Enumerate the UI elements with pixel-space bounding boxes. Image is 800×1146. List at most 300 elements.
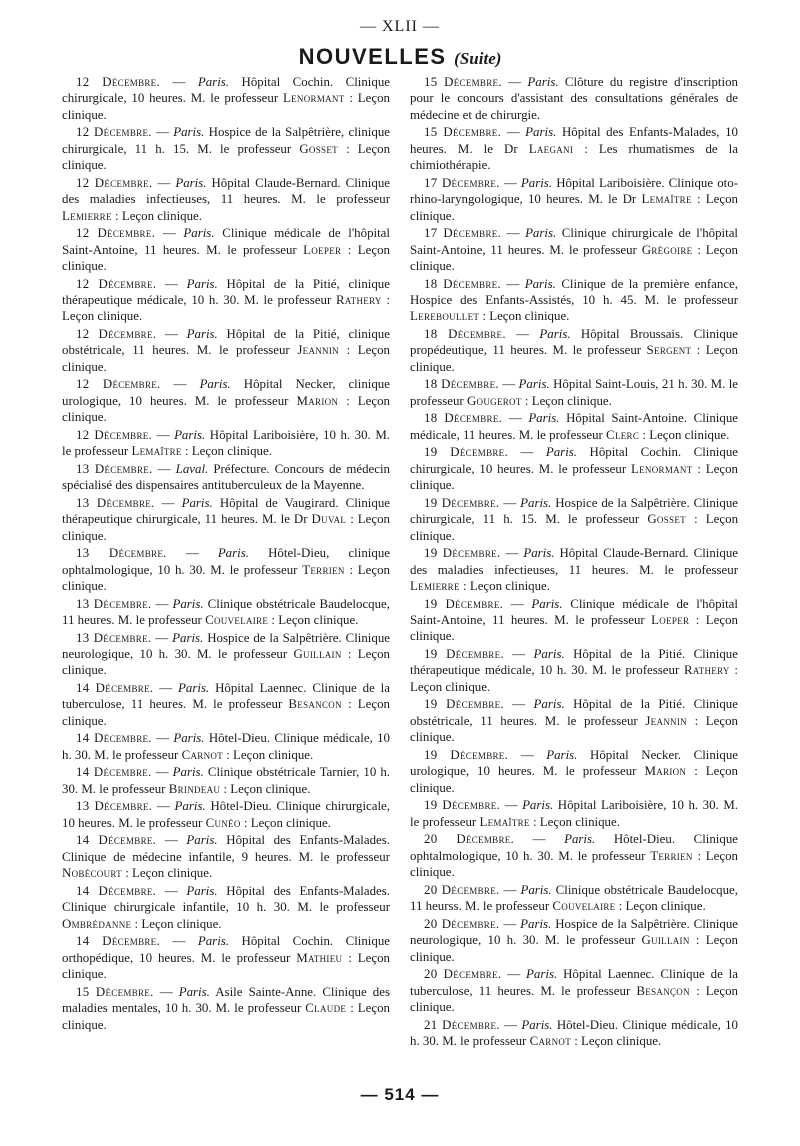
news-columns <box>62 74 738 1051</box>
entry-text: Hôpital Saint-Antoine. Clinique médicale, 11 heures. M. le professeur <box>410 411 738 442</box>
separator: — <box>154 495 182 510</box>
entry-professor: Gosset <box>647 512 686 527</box>
entry-date: 19 Décembre. <box>424 546 501 561</box>
entry-text: Hôtel-Dieu, clinique ophtalmologique, 10 h. 30. M. le professeur <box>62 546 390 577</box>
entry-text: Clinique de la première enfance, Hospice des Enfants-Assistés, 10 h. 45. M. le professeur <box>410 276 739 308</box>
entry-professor: Terrien <box>650 848 693 863</box>
entry-text: Hôpital des Enfants-Malades, 10 heures. M. le Dr <box>410 125 738 156</box>
news-entry <box>62 461 390 494</box>
entry-tail: : Leçon clinique. <box>524 393 612 408</box>
entry-text: Clinique obstétricale Baudelocque, 11 heurss. M. le professeur <box>410 882 739 914</box>
entry-professor: Lenormant <box>630 461 693 476</box>
entry-place: Paris. <box>521 1017 553 1032</box>
news-entry <box>410 74 738 123</box>
entry-place: Paris. <box>178 984 210 999</box>
entry-text: Hospice de la Salpêtrière. Clinique chirurgicale, 11 h. 15. M. le professeur <box>410 495 738 527</box>
entry-professor: Grégoire <box>641 242 693 257</box>
entry-text: Hôpital de la Pitié. Clinique obstétricale, 11 heures. M. le professeur <box>410 697 738 728</box>
separator: — <box>160 934 198 949</box>
entry-date: 15 Décembre. <box>424 125 502 140</box>
entry-professor: Terrien <box>302 562 345 577</box>
roman-page-marker: — XLII — <box>360 18 440 35</box>
section-heading <box>0 44 800 70</box>
news-entry <box>410 831 738 880</box>
entry-tail: : Leçon clinique. <box>184 444 272 459</box>
entry-tail: : Leçon clinique. <box>410 764 738 795</box>
section-suite: (Suite) <box>454 49 502 68</box>
entry-place: Paris. <box>526 967 558 982</box>
news-entry <box>410 696 738 745</box>
entry-place: Paris. <box>527 75 559 89</box>
entry-text: Asile Sainte-Anne. Clinique des maladies mentales, 10 h. 30. M. le professeur <box>62 984 390 1016</box>
left-column <box>62 74 390 1051</box>
news-entry <box>62 764 390 797</box>
entry-tail: : Leçon clinique. <box>62 697 390 728</box>
news-entry <box>410 175 738 224</box>
entry-date: 19 Décembre. <box>424 647 504 662</box>
news-entry <box>410 797 738 830</box>
entry-text: Hôpital des Enfants-Malades. Clinique de médecine infantile, 9 heures. M. le professeur <box>62 833 391 864</box>
news-entry <box>62 630 390 679</box>
separator: — <box>499 916 521 931</box>
separator <box>339 343 347 357</box>
entry-professor: Guillain <box>641 933 690 948</box>
entry-tail: : Leçon clinique. <box>410 192 738 223</box>
news-entry <box>62 798 390 831</box>
entry-date: 12 Décembre. <box>76 377 161 392</box>
news-entry <box>410 1017 738 1050</box>
entry-place: Paris. <box>520 495 552 510</box>
entry-date: 17 Décembre. <box>424 226 502 241</box>
separator <box>518 142 529 156</box>
news-entry <box>62 832 390 881</box>
separator: — <box>151 630 173 645</box>
entry-place: Paris. <box>172 630 204 645</box>
entry-date: 13 Décembre. <box>76 461 153 476</box>
separator <box>229 934 241 948</box>
separator <box>595 832 614 846</box>
entry-date: 12 Décembre. <box>76 125 152 140</box>
entry-date: 12 Décembre. <box>76 175 153 190</box>
entry-professor: Brindeau <box>168 781 221 796</box>
entry-tail: : Leçon clinique. <box>62 393 390 425</box>
entry-text: Hôpital Saint-Louis, 21 h. 30. M. le professeur <box>410 377 739 408</box>
entry-professor: Marion <box>644 764 687 779</box>
news-entry <box>410 276 738 325</box>
separator: — <box>499 175 521 190</box>
entry-place: Paris. <box>186 883 218 898</box>
entry-tail: : Leçon clinique. <box>410 848 738 880</box>
entry-tail: : Leçon clinique. <box>62 647 390 678</box>
entry-professor: Lemierre <box>62 208 112 223</box>
entry-professor: Cunéo <box>205 815 241 830</box>
entry-professor: Lemaître <box>641 192 692 207</box>
news-entry <box>410 747 738 796</box>
entry-date: 12 Décembre. <box>76 75 161 89</box>
separator: — <box>503 697 534 712</box>
entry-date: 15 Décembre. <box>76 984 154 999</box>
entry-place: Paris. <box>524 276 556 291</box>
entry-tail: : Leçon clinique. <box>463 579 550 594</box>
entry-professor: Rathery <box>683 663 730 678</box>
news-entry <box>410 376 738 409</box>
separator <box>218 327 227 341</box>
entry-place: Paris. <box>186 833 218 848</box>
separator: — <box>498 377 519 392</box>
entry-tail: : Leçon clinique. <box>62 512 390 543</box>
entry-text: Hôpital de la Pitié, clinique obstétricale, 11 heures. M. le professeur <box>62 327 390 358</box>
separator: — <box>151 596 173 611</box>
entry-date: 19 Décembre. <box>424 798 501 813</box>
separator <box>338 142 346 156</box>
entry-place: Paris. <box>183 226 215 241</box>
entry-place: Paris. <box>522 798 554 813</box>
separator: — <box>152 427 175 442</box>
entry-place: Paris. <box>172 765 204 780</box>
entry-place: Paris. <box>546 747 578 762</box>
separator: — <box>503 647 534 662</box>
entry-date: 13 Décembre. <box>76 630 152 645</box>
section-title: NOUVELLES <box>298 44 447 69</box>
page-number: — 514 — <box>360 1085 440 1104</box>
entry-tail: : Leçon clinique. <box>410 613 738 644</box>
entry-text: Hôpital Broussais. Clinique propédeutique, 11 heures. M. le professeur <box>410 327 738 358</box>
separator: — <box>508 445 546 460</box>
entry-place: Paris. <box>186 276 218 291</box>
entry-date: 13 Décembre. <box>76 596 152 611</box>
separator <box>565 697 573 711</box>
separator: — <box>499 495 521 510</box>
entry-date: 13 Décembre. <box>76 495 155 510</box>
entry-professor: Couvelaire <box>205 613 269 628</box>
entry-date: 15 Décembre. <box>424 75 502 89</box>
entry-text: Hôpital Claude-Bernard. Clinique des maladies infectieuses, 11 heures. M. le professeur <box>410 546 739 577</box>
entry-place: Paris. <box>186 327 218 342</box>
entry-professor: Lemaître <box>479 814 530 829</box>
entry-text: Hôpital Lariboisière, 10 h. 30. M. le professeur <box>410 798 739 829</box>
entry-text: Hôpital Necker. Clinique urologique, 10 heures. M. le professeur <box>410 747 739 779</box>
news-entry <box>410 596 738 645</box>
news-entry <box>62 427 390 460</box>
entry-professor: Sergent <box>646 343 692 358</box>
entry-place: Paris. <box>523 546 555 561</box>
separator: — <box>151 125 174 140</box>
separator: — <box>500 546 524 561</box>
news-entry <box>410 495 738 544</box>
separator <box>229 75 241 89</box>
entry-tail: : Leçon clinique. <box>410 663 738 694</box>
entry-date: 19 Décembre. <box>424 697 504 712</box>
entry-tail: : Leçon clinique. <box>62 343 390 374</box>
entry-text: Clinique obstétricale Tarnier, 10 h. 30. M. le professeur <box>62 765 391 796</box>
entry-tail: : Leçon clinique. <box>482 309 570 324</box>
entry-date: 19 Décembre. <box>424 445 509 460</box>
entry-place: Paris. <box>172 596 204 611</box>
news-entry <box>62 596 390 629</box>
entry-place: Paris. <box>564 832 596 847</box>
separator <box>218 833 227 847</box>
entry-date: 13 Décembre. <box>76 799 153 814</box>
entry-date: 12 Décembre. <box>76 226 156 241</box>
separator: — <box>500 798 523 813</box>
news-entry <box>410 326 738 375</box>
entry-date: 14 Décembre. <box>76 765 152 780</box>
separator <box>577 445 589 459</box>
entry-tail: : Leçon clinique. <box>410 343 738 374</box>
entry-text: Hôpital de Vaugirard. Clinique thérapeutique chirurgicale, 11 heures. M. le Dr <box>62 495 391 527</box>
entry-text: Hôpital de la Pitié. Clinique thérapeutique médicale, 10 h. 30. M. le professeur <box>410 647 738 678</box>
news-entry <box>62 376 390 425</box>
entry-tail: : Leçon clinique. <box>271 613 359 628</box>
news-entry <box>410 916 738 965</box>
entry-place: Paris. <box>518 377 550 392</box>
news-entry <box>62 276 390 325</box>
entry-date: 20 Décembre. <box>424 916 500 931</box>
entry-tail: : Leçon clinique. <box>223 781 311 796</box>
entry-date: 18 Décembre. <box>424 377 499 392</box>
separator: — <box>502 411 529 426</box>
entry-date: 12 Décembre. <box>76 327 157 342</box>
entry-date: 12 Décembre. <box>76 276 157 291</box>
entry-date: 17 Décembre. <box>424 175 500 190</box>
entry-tail: : Leçon clinique. <box>134 916 222 931</box>
news-entry <box>410 646 738 695</box>
separator <box>249 546 268 560</box>
entry-professor: Duval <box>311 512 347 527</box>
entry-place: Paris. <box>178 681 210 696</box>
separator <box>218 884 227 898</box>
entry-date: 19 Décembre. <box>424 747 509 762</box>
entry-text: Hôtel-Dieu. Clinique médicale, 10 h. 30. M. le professeur <box>62 731 391 762</box>
entry-place: Paris. <box>217 546 249 561</box>
entry-professor: Lemierre <box>410 579 460 594</box>
entry-tail: : Leçon clinique. <box>410 242 738 274</box>
entry-professor: Jeannin <box>297 343 339 358</box>
entry-professor: Clerc <box>606 427 640 442</box>
separator <box>573 142 584 156</box>
entry-professor: Lemaître <box>131 444 182 459</box>
entry-tail: : Leçon clinique. <box>62 562 390 594</box>
entry-text: Préfecture. Concours de médecin spécialisé des dispensaires antituberculeux de la Mayenne. <box>62 461 390 493</box>
separator <box>231 377 244 391</box>
entry-tail: : Leçon clinique. <box>574 1033 662 1048</box>
news-entry <box>62 883 390 932</box>
separator: — <box>156 276 187 291</box>
entry-date: 14 Décembre. <box>76 934 161 949</box>
entry-text: Clinique médicale de l'hôpital Saint-Antoine, 11 heures. M. le professeur <box>62 226 390 257</box>
separator: — <box>152 799 175 814</box>
entry-place: Paris. <box>197 75 230 89</box>
entry-text: Hôpital Laennec. Clinique de la tuberculose, 11 heures. M. le professeur <box>62 681 390 712</box>
entry-tail: : Leçon clinique. <box>243 815 331 830</box>
entry-professor: Loeper <box>651 613 690 628</box>
separator: — <box>152 461 176 476</box>
entry-place: Paris. <box>520 916 552 931</box>
entry-tail: : Leçon clinique. <box>62 1001 390 1032</box>
news-entry <box>62 326 390 375</box>
entry-date: 14 Décembre. <box>76 883 157 898</box>
entry-professor: Laegani <box>528 141 574 156</box>
separator <box>571 327 581 341</box>
entry-place: Paris. <box>545 445 578 460</box>
right-column <box>410 74 738 1051</box>
separator: — <box>156 833 187 848</box>
entry-date: 14 Décembre. <box>76 731 152 746</box>
entry-professor: Gougerot <box>466 393 522 408</box>
separator <box>577 748 590 762</box>
entry-professor: Besancon <box>288 697 342 712</box>
entry-date: 18 Décembre. <box>424 327 506 342</box>
separator <box>565 647 573 661</box>
separator: — <box>501 226 526 241</box>
news-entry <box>410 545 738 594</box>
separator: — <box>503 596 532 611</box>
entry-professor: Loeper <box>303 242 342 257</box>
separator: — <box>155 226 184 241</box>
entry-date: 12 Décembre. <box>76 427 153 442</box>
entry-date: 20 Décembre. <box>424 967 502 982</box>
separator <box>687 714 695 728</box>
entry-professor: Carnot <box>529 1033 571 1048</box>
entry-place: Paris. <box>528 411 560 426</box>
entry-place: Paris. <box>174 799 206 814</box>
entry-tail: : Leçon clinique. <box>410 713 738 745</box>
entry-text: Hospice de la Salpêtrière, clinique chirurgicale, 11 h. 15. M. le professeur <box>62 125 390 156</box>
entry-tail: : Leçon clinique. <box>618 899 706 914</box>
entry-date: 20 Décembre. <box>424 882 500 897</box>
separator: — <box>500 276 525 291</box>
entry-place: Paris. <box>181 495 213 510</box>
entry-text: Hôpital Cochin. Clinique chirurgicale, 10 heures. M. le professeur <box>62 75 390 106</box>
entry-place: Paris. <box>173 731 205 746</box>
entry-date: 14 Décembre. <box>76 681 154 696</box>
news-entry <box>62 225 390 274</box>
entry-text: Clôture du registre d'inscription pour le concours d'assistant des consultations générales de médecine et de chirurgie. <box>410 75 738 122</box>
entry-tail: : Leçon clinique. <box>115 208 202 223</box>
entry-text: Hôpital Lariboisière, 10 h. 30. M. le professeur <box>62 427 391 459</box>
entry-text: Hôpital Claude-Bernard. Clinique des maladies infectieuses, 11 heures. M. le professeur <box>62 175 391 207</box>
entry-tail: : Leçon clinique. <box>125 866 213 881</box>
entry-date: 19 Décembre. <box>424 596 504 611</box>
entry-place: Paris. <box>520 882 552 897</box>
entry-place: Paris. <box>197 934 230 949</box>
separator: — <box>166 546 218 561</box>
news-entry <box>410 444 738 493</box>
entry-professor: Lenormant <box>282 91 345 106</box>
entry-text: Hôpital Necker, clinique urologique, 10 heures. M. le professeur <box>62 377 390 408</box>
separator: — <box>151 731 174 746</box>
news-entry <box>410 225 738 274</box>
entry-text: Hôpital Lariboisière. Clinique oto-rhino-laryngologique, 10 heures. M. le Dr <box>410 175 739 207</box>
separator: — <box>156 327 187 342</box>
entry-place: Paris. <box>531 596 563 611</box>
separator: — <box>156 883 187 898</box>
news-entry <box>410 410 738 443</box>
entry-date: 18 Décembre. <box>424 276 501 291</box>
entry-date: 19 Décembre. <box>424 495 500 510</box>
separator: — <box>160 377 200 392</box>
news-entry <box>62 680 390 729</box>
separator: — <box>508 747 547 762</box>
entry-professor: Gosset <box>299 141 338 156</box>
entry-place: Paris. <box>533 697 565 712</box>
separator: — <box>505 327 540 342</box>
entry-place: Paris. <box>525 226 557 241</box>
entry-date: 20 Décembre. <box>424 832 515 847</box>
entry-place: Paris. <box>173 125 205 140</box>
separator: — <box>501 967 527 982</box>
news-entry <box>62 124 390 173</box>
entry-tail: : Leçon clinique. <box>642 427 730 442</box>
separator: — <box>160 75 198 89</box>
entry-place: Paris. <box>175 175 207 190</box>
news-entry <box>62 495 390 544</box>
separator: — <box>153 681 179 696</box>
entry-text: Hôpital Cochin. Clinique orthopédique, 10 heures. M. le professeur <box>62 934 390 965</box>
news-entry <box>62 74 390 123</box>
entry-professor: Guillain <box>293 647 342 662</box>
separator: — <box>153 984 179 999</box>
separator: — <box>499 1017 522 1032</box>
entry-professor: Nobécourt <box>62 866 122 881</box>
entry-text: Hôpital de la Pitié, clinique thérapeutique médicale, 10 h. 30. M. le professeur <box>62 276 390 308</box>
entry-professor: Rathery <box>335 293 382 308</box>
entry-tail: : Leçon clinique. <box>532 814 620 829</box>
entry-text: Clinique obstétricale Baudelocque, 11 heures. M. le professeur <box>62 596 391 628</box>
separator: — <box>499 882 521 897</box>
news-entry <box>62 175 390 224</box>
entry-professor: Mathieu <box>296 950 343 965</box>
entry-professor: Claude <box>305 1001 347 1016</box>
entry-place: Paris. <box>525 125 557 140</box>
entry-tail: : Les rhumatismes de la chimiothérapie. <box>410 141 738 173</box>
entry-professor: Carnot <box>181 747 223 762</box>
entry-text: Hôtel-Dieu. Clinique ophtalmologique, 10 h. 30. M. le professeur <box>410 832 738 863</box>
entry-professor: Lereboullet <box>410 309 480 324</box>
separator: — <box>152 175 176 190</box>
separator: — <box>151 765 173 780</box>
entry-text: Hôpital des Enfants-Malades. Clinique chirurgicale infantile, 10 h. 30. M. le professeur <box>62 883 391 915</box>
entry-text: Hospice de la Salpêtrière. Clinique neurologique, 10 h. 30. M. le professeur <box>62 630 390 662</box>
entry-date: 13 Décembre. <box>76 546 167 561</box>
separator: — <box>501 125 526 140</box>
separator <box>218 277 227 291</box>
entry-tail: : Leçon clinique. <box>410 983 738 1014</box>
separator <box>686 512 694 526</box>
entry-place: Laval. <box>175 461 209 476</box>
entry-text: Hôpital Laennec. Clinique de la tuberculose, 11 heures. M. le professeur <box>410 967 738 998</box>
entry-tail: : Leçon clinique. <box>226 747 314 762</box>
entry-tail: : Leçon clinique. <box>410 933 738 964</box>
separator <box>213 496 220 510</box>
entry-place: Paris. <box>520 175 553 190</box>
entry-text: Hôpital Cochin. Clinique chirurgicale, 10 heures. M. le professeur <box>410 445 738 476</box>
entry-place: Paris. <box>199 377 231 392</box>
separator: — <box>501 75 528 89</box>
entry-text: Hôtel-Dieu. Clinique médicale, 10 h. 30. M. le professeur <box>410 1017 739 1048</box>
news-entry <box>410 966 738 1015</box>
news-entry <box>62 933 390 982</box>
entry-tail: : Leçon clinique. <box>62 141 391 173</box>
entry-tail: : Leçon clinique. <box>62 293 390 324</box>
news-entry <box>62 545 390 594</box>
entry-tail: : Leçon clinique. <box>410 461 738 493</box>
entry-professor: Marion <box>296 393 339 408</box>
entry-place: Paris. <box>533 647 565 662</box>
entry-place: Paris. <box>174 427 206 442</box>
news-entry <box>62 730 390 763</box>
entry-text: Hôtel-Dieu. Clinique chirurgicale, 10 heures. M. le professeur <box>62 799 390 830</box>
